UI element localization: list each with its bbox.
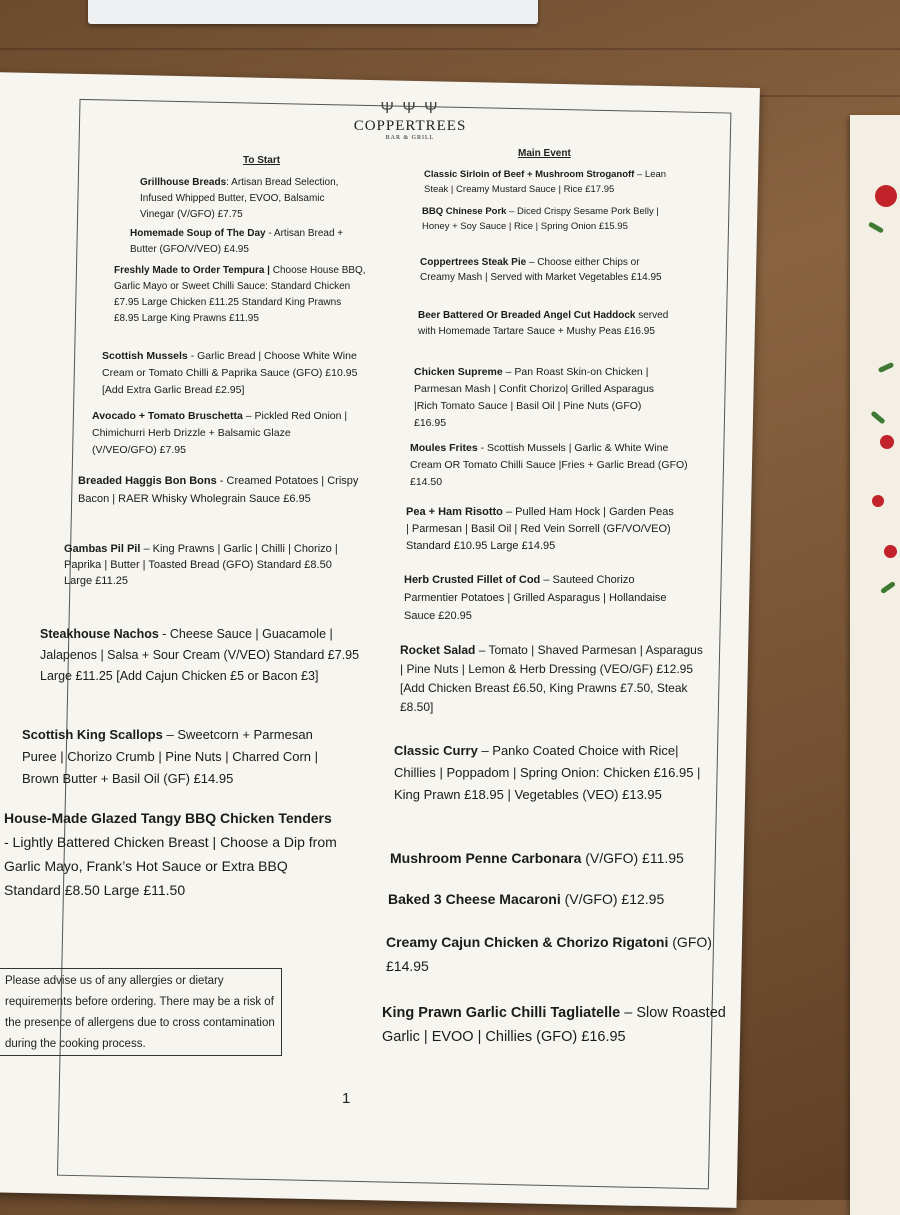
berry-decoration	[884, 545, 897, 558]
starter-item: Scottish King Scallops – Sweetcorn + Parmesan Puree | Chorizo Crumb | Pine Nuts | Charred Corn | Brown Butter + Basil Oil (GF) £14.95	[22, 727, 319, 786]
main-item: King Prawn Garlic Chilli Tagliatelle – Slow Roasted Garlic | EVOO | Chillies (GFO) £16.95	[382, 1005, 726, 1045]
main-item: Mushroom Penne Carbonara (V/GFO) £11.95	[390, 850, 684, 866]
mains-heading: Main Event	[518, 148, 571, 159]
main-item: BBQ Chinese Pork – Diced Crispy Sesame Pork Belly | Honey + Soy Sauce | Rice | Spring Onion £15.95	[422, 206, 659, 232]
main-item: Beer Battered Or Breaded Angel Cut Haddock served with Homemade Tartare Sauce + Mushy Peas £16.95	[418, 310, 669, 337]
wood-grain	[0, 48, 900, 50]
starter-item: House-Made Glazed Tangy BBQ Chicken Tenders - Lightly Battered Chicken Breast | Choose a Dip from Garlic Mayo, Frank’s Hot Sauce or Extra BBQ Standard £8.50 Large £11.50	[4, 810, 337, 898]
berry-decoration	[872, 495, 884, 507]
main-item: Moules Frites - Scottish Mussels | Garlic & White Wine Cream OR Tomato Chilli Sauce |Fries + Garlic Bread (GFO) £14.50	[410, 442, 688, 488]
brand-name: COPPERTREES	[353, 118, 467, 134]
main-item: Classic Curry – Panko Coated Choice with Rice| Chillies | Poppadom | Spring Onion: Chicken £16.95 | King Prawn £18.95 | Vegetables (VEO) £13.95	[394, 743, 701, 802]
brand-subtitle: BAR & GRILL	[385, 135, 435, 141]
starters-heading: To Start	[243, 155, 281, 166]
page-number: 1	[342, 1090, 351, 1107]
main-item: Herb Crusted Fillet of Cod – Sauteed Chorizo Parmentier Potatoes | Grilled Asparagus | Hollandaise Sauce £20.95	[404, 574, 667, 622]
leaf-decoration	[880, 581, 896, 594]
starter-item: Steakhouse Nachos - Cheese Sauce | Guacamole | Jalapenos | Salsa + Sour Cream (V/VEO) Standard £7.95 Large £11.25 [Add Cajun Chicken £5 or Bacon £3]	[40, 627, 360, 683]
paper-card-top	[88, 0, 538, 24]
main-item: Coppertrees Steak Pie – Choose either Chips or Creamy Mash | Served with Market Vegetables £14.95	[420, 257, 662, 283]
allergy-notice: Please advise us of any allergies or dietary requirements before ordering. There may be a risk of the presence of allergens due to cross contamination during the cooking process.	[0, 968, 282, 1056]
main-item: Creamy Cajun Chicken & Chorizo Rigatoni (GFO) £14.95	[386, 934, 712, 974]
starter-item: Gambas Pil Pil – King Prawns | Garlic | Chilli | Chorizo | Paprika | Butter | Toasted Bread (GFO) Standard £8.50 Large £11.25	[64, 543, 338, 587]
main-item: Classic Sirloin of Beef + Mushroom Stroganoff – Lean Steak | Creamy Mustard Sauce | Rice £17.95	[424, 169, 667, 195]
berry-decoration	[875, 185, 897, 207]
starter-item: Avocado + Tomato Bruschetta – Pickled Red Onion | Chimichurri Herb Drizzle + Balsamic Glaze (V/VEO/GFO) £7.95	[92, 410, 348, 456]
starter-item: Scottish Mussels - Garlic Bread | Choose White Wine Cream or Tomato Chilli & Paprika Sauce (GFO) £10.95 [Add Extra Garlic Bread £2.95]	[102, 350, 358, 396]
leaf-decoration	[868, 221, 884, 233]
side-card	[850, 115, 900, 1215]
starter-item: Freshly Made to Order Tempura | Choose House BBQ, Garlic Mayo or Sweet Chilli Sauce: Standard Chicken £7.95 Large Chicken £11.25 Standard King Prawns £8.95 Large King Prawns £11.95	[114, 265, 366, 324]
starter-item: Breaded Haggis Bon Bons - Creamed Potatoes | Crispy Bacon | RAER Whisky Wholegrain Sauce £6.95	[78, 475, 359, 505]
starter-item: Homemade Soup of The Day - Artisan Bread + Butter (GFO/V/VEO) £4.95	[130, 228, 344, 255]
main-item: Chicken Supreme – Pan Roast Skin-on Chicken | Parmesan Mash | Confit Chorizo| Grilled Asparagus |Rich Tomato Sauce | Basil Oil | Pine Nuts (GFO) £16.95	[414, 366, 655, 429]
leaf-decoration	[878, 362, 895, 373]
main-item: Rocket Salad – Tomato | Shaved Parmesan | Asparagus | Pine Nuts | Lemon & Herb Dressing (VEO/GF) £12.95 [Add Chicken Breast £6.50, King Prawns £7.50, Steak £8.50]	[400, 643, 703, 714]
main-item: Baked 3 Cheese Macaroni (V/GFO) £12.95	[388, 891, 665, 907]
starter-item: Grillhouse Breads: Artisan Bread Selection, Infused Whipped Butter, EVOO, Balsamic Vinegar (V/GFO) £7.75	[140, 177, 339, 220]
berry-decoration	[880, 435, 894, 449]
trees-logo-icon: Ψ Ψ Ψ	[380, 100, 440, 117]
brand-logo	[335, 100, 485, 141]
main-item: Pea + Ham Risotto – Pulled Ham Hock | Garden Peas | Parmesan | Basil Oil | Red Vein Sorrell (GF/VO/VEO) Standard £10.95 Large £14.95	[406, 506, 674, 552]
leaf-decoration	[870, 410, 885, 424]
